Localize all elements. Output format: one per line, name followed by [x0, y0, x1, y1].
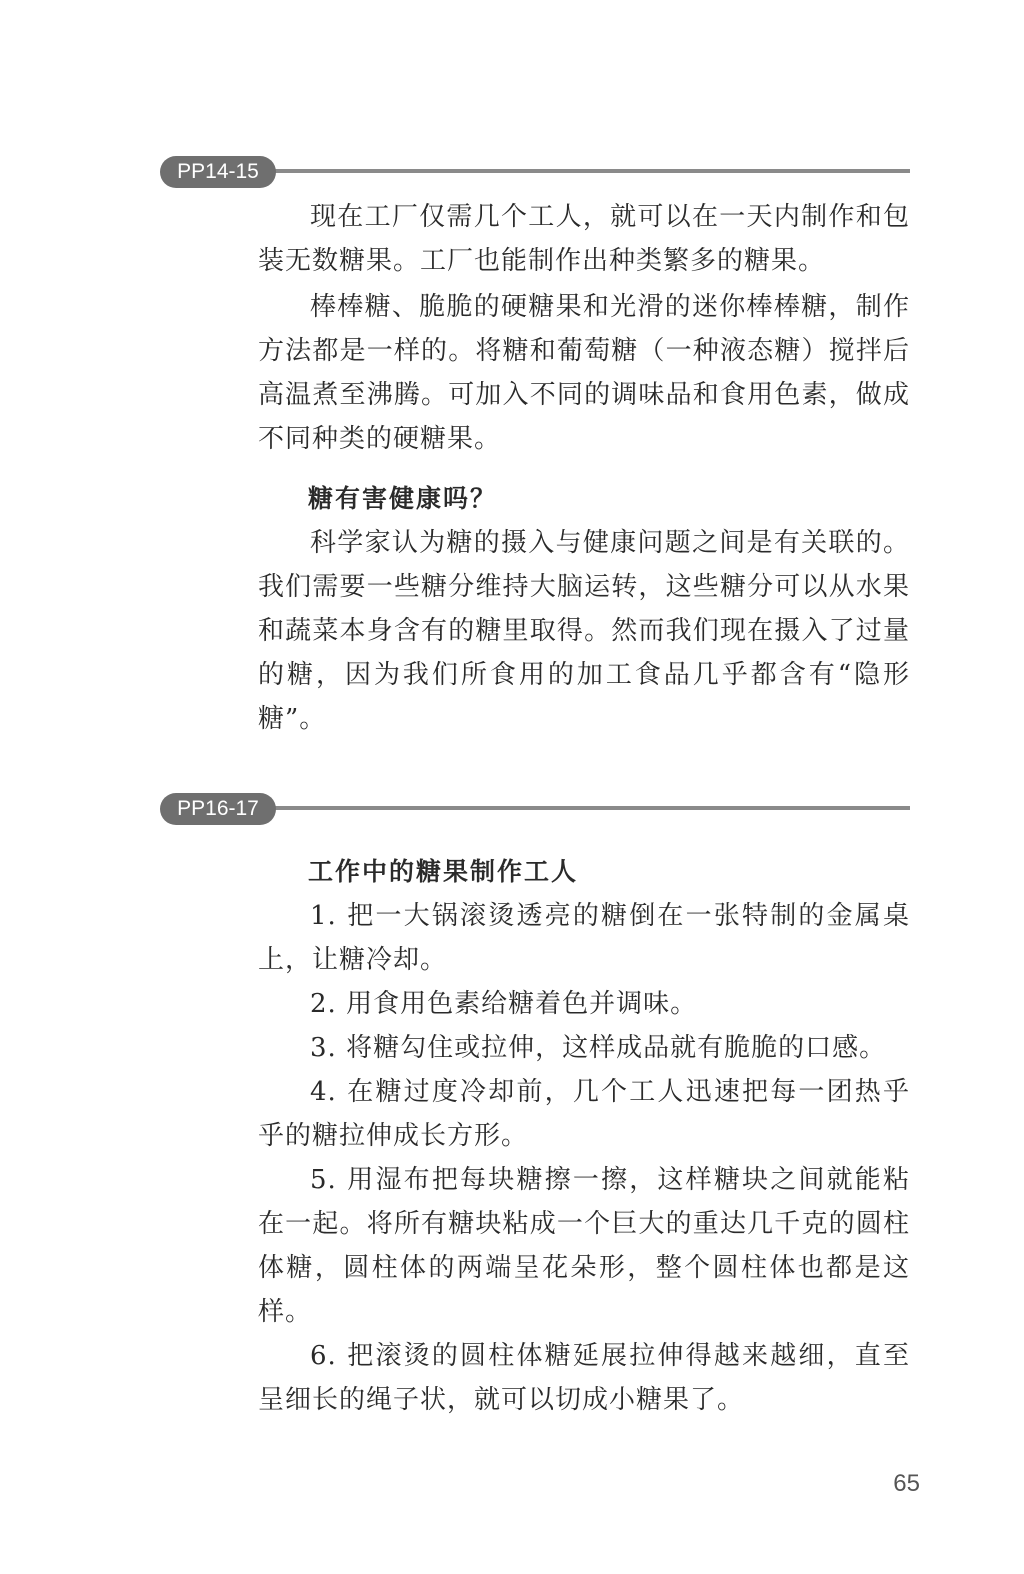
paragraph: 现在工厂仅需几个工人，就可以在一天内制作和包装无数糖果。工厂也能制作出种类繁多的糖果。: [258, 202, 910, 276]
sidebar-question-block: [258, 477, 910, 741]
subheading: 工作中的糖果制作工人: [308, 857, 579, 886]
subheading: 糖有害健康吗？: [308, 484, 498, 513]
section-tag: PP16-17: [160, 793, 276, 825]
section-divider: [272, 169, 910, 173]
step-item: 3. 将糖勾住或拉伸，这样成品就有脆脆的口感。: [310, 1033, 887, 1063]
step-item: 1. 把一大锅滚烫透亮的糖倒在一张特制的金属桌上，让糖冷却。: [258, 901, 910, 975]
page-number: 65: [893, 1470, 920, 1497]
section-tag: PP14-15: [160, 156, 276, 188]
section-divider: [272, 806, 910, 810]
step-item: 4. 在糖过度冷却前，几个工人迅速把每一团热乎乎的糖拉伸成长方形。: [258, 1077, 910, 1151]
section-header-pp14-15: [160, 156, 910, 188]
paragraph: 棒棒糖、脆脆的硬糖果和光滑的迷你棒棒糖，制作方法都是一样的。将糖和葡萄糖（一种液态糖）搅拌后高温煮至沸腾。可加入不同的调味品和食用色素，做成不同种类的硬糖果。: [258, 292, 910, 454]
section-header-pp16-17: [160, 793, 910, 825]
paragraph: 科学家认为糖的摄入与健康问题之间是有关联的。我们需要一些糖分维持大脑运转，这些糖分可以从水果和蔬菜本身含有的糖里取得。然而我们现在摄入了过量的糖，因为我们所食用的加工食品几乎都含有“隐形糖”。: [258, 528, 910, 734]
section-body-pp14-15: [258, 195, 910, 461]
step-item: 6. 把滚烫的圆柱体糖延展拉伸得越来越细，直至呈细长的绳子状，就可以切成小糖果了。: [258, 1341, 910, 1415]
step-item: 5. 用湿布把每块糖擦一擦，这样糖块之间就能粘在一起。将所有糖块粘成一个巨大的重达几千克的圆柱体糖，圆柱体的两端呈花朵形，整个圆柱体也都是这样。: [258, 1165, 910, 1327]
section-body-pp16-17: [258, 850, 910, 1422]
step-item: 2. 用食用色素给糖着色并调味。: [310, 989, 698, 1019]
